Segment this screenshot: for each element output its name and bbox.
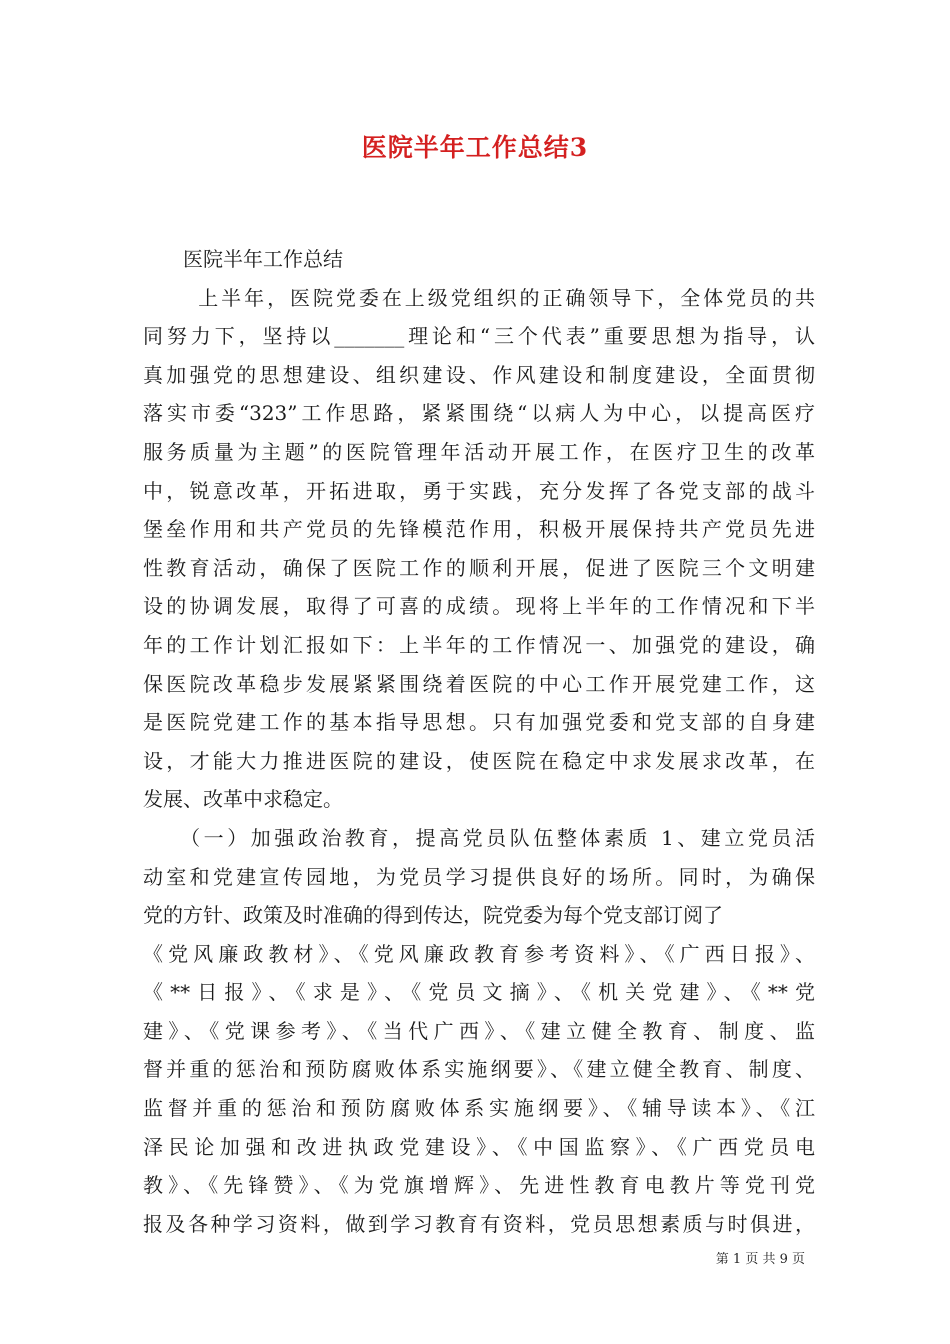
body-line: 落实市委“323”工作思路，紧紧围绕“以病人为中心，以提高医疗 bbox=[143, 401, 815, 426]
body-line: 建》、《党课参考》、《当代广西》、《建立健全教育、制度、监 bbox=[143, 1018, 815, 1043]
body-line: 上半年，医院党委在上级党组织的正确领导下，全体党员的共 bbox=[143, 285, 815, 310]
body-line: 报及各种学习资料，做到学习教育有资料，党员思想素质与时俱进， bbox=[143, 1211, 815, 1236]
body-line: 是医院党建工作的基本指导思想。只有加强党委和党支部的自身建 bbox=[143, 710, 815, 735]
page-number: 第 1 页 共 9 页 bbox=[715, 1252, 805, 1267]
body-line: 设的协调发展，取得了可喜的成绩。现将上半年的工作情况和下半 bbox=[143, 594, 815, 619]
body-line: 医院半年工作总结 bbox=[143, 247, 343, 271]
body-line: 《**日报》、《求是》、《党员文摘》、《机关党建》、《**党 bbox=[143, 980, 815, 1005]
body-line: 性教育活动，确保了医院工作的顺利开展，促进了医院三个文明建 bbox=[143, 555, 815, 580]
body-line: 教》、《先锋赞》、《为党旗增辉》、先进性教育电教片等党刊党 bbox=[143, 1173, 815, 1198]
body-line: （一）加强政治教育，提高党员队伍整体素质 1、建立党员活 bbox=[143, 825, 815, 850]
body-line: 动室和党建宣传园地，为党员学习提供良好的场所。同时，为确保 bbox=[143, 864, 815, 889]
body-line: 党的方针、政策及时准确的得到传达，院党委为每个党支部订阅了 bbox=[143, 903, 723, 928]
body-line: 监督并重的惩治和预防腐败体系实施纲要》、《辅导读本》、《江 bbox=[143, 1096, 815, 1121]
body-line: 泽民论加强和改进执政党建设》、《中国监察》、《广西党员电 bbox=[143, 1134, 815, 1159]
body-line: 保医院改革稳步发展紧紧围绕着医院的中心工作开展党建工作，这 bbox=[143, 671, 815, 696]
body-line: 堡垒作用和共产党员的先锋模范作用，积极开展保持共产党员先进 bbox=[143, 517, 815, 542]
body-line: 设，才能大力推进医院的建设，使医院在稳定中求发展求改革，在 bbox=[143, 748, 815, 773]
body-line: 《党风廉政教材》、《党风廉政教育参考资料》、《广西日报》、 bbox=[143, 941, 815, 966]
body-line: 服务质量为主题”的医院管理年活动开展工作，在医疗卫生的改革 bbox=[143, 439, 815, 464]
body-line: 真加强党的思想建设、组织建设、作风建设和制度建设，全面贯彻 bbox=[143, 362, 815, 387]
body-line: 年的工作计划汇报如下：上半年的工作情况一、加强党的建设，确 bbox=[143, 632, 815, 657]
body-line: 发展、改革中求稳定。 bbox=[143, 787, 343, 812]
document-title: 医院半年工作总结3 bbox=[361, 133, 589, 162]
document-body bbox=[143, 240, 815, 1243]
body-line: 中，锐意改革，开拓进取，勇于实践，充分发挥了各党支部的战斗 bbox=[143, 478, 815, 503]
body-line: 督并重的惩治和预防腐败体系实施纲要》、《建立健全教育、制度、 bbox=[143, 1057, 815, 1082]
body-line: 同努力下，坚持以_______理论和“三个代表”重要思想为指导，认 bbox=[143, 324, 815, 349]
